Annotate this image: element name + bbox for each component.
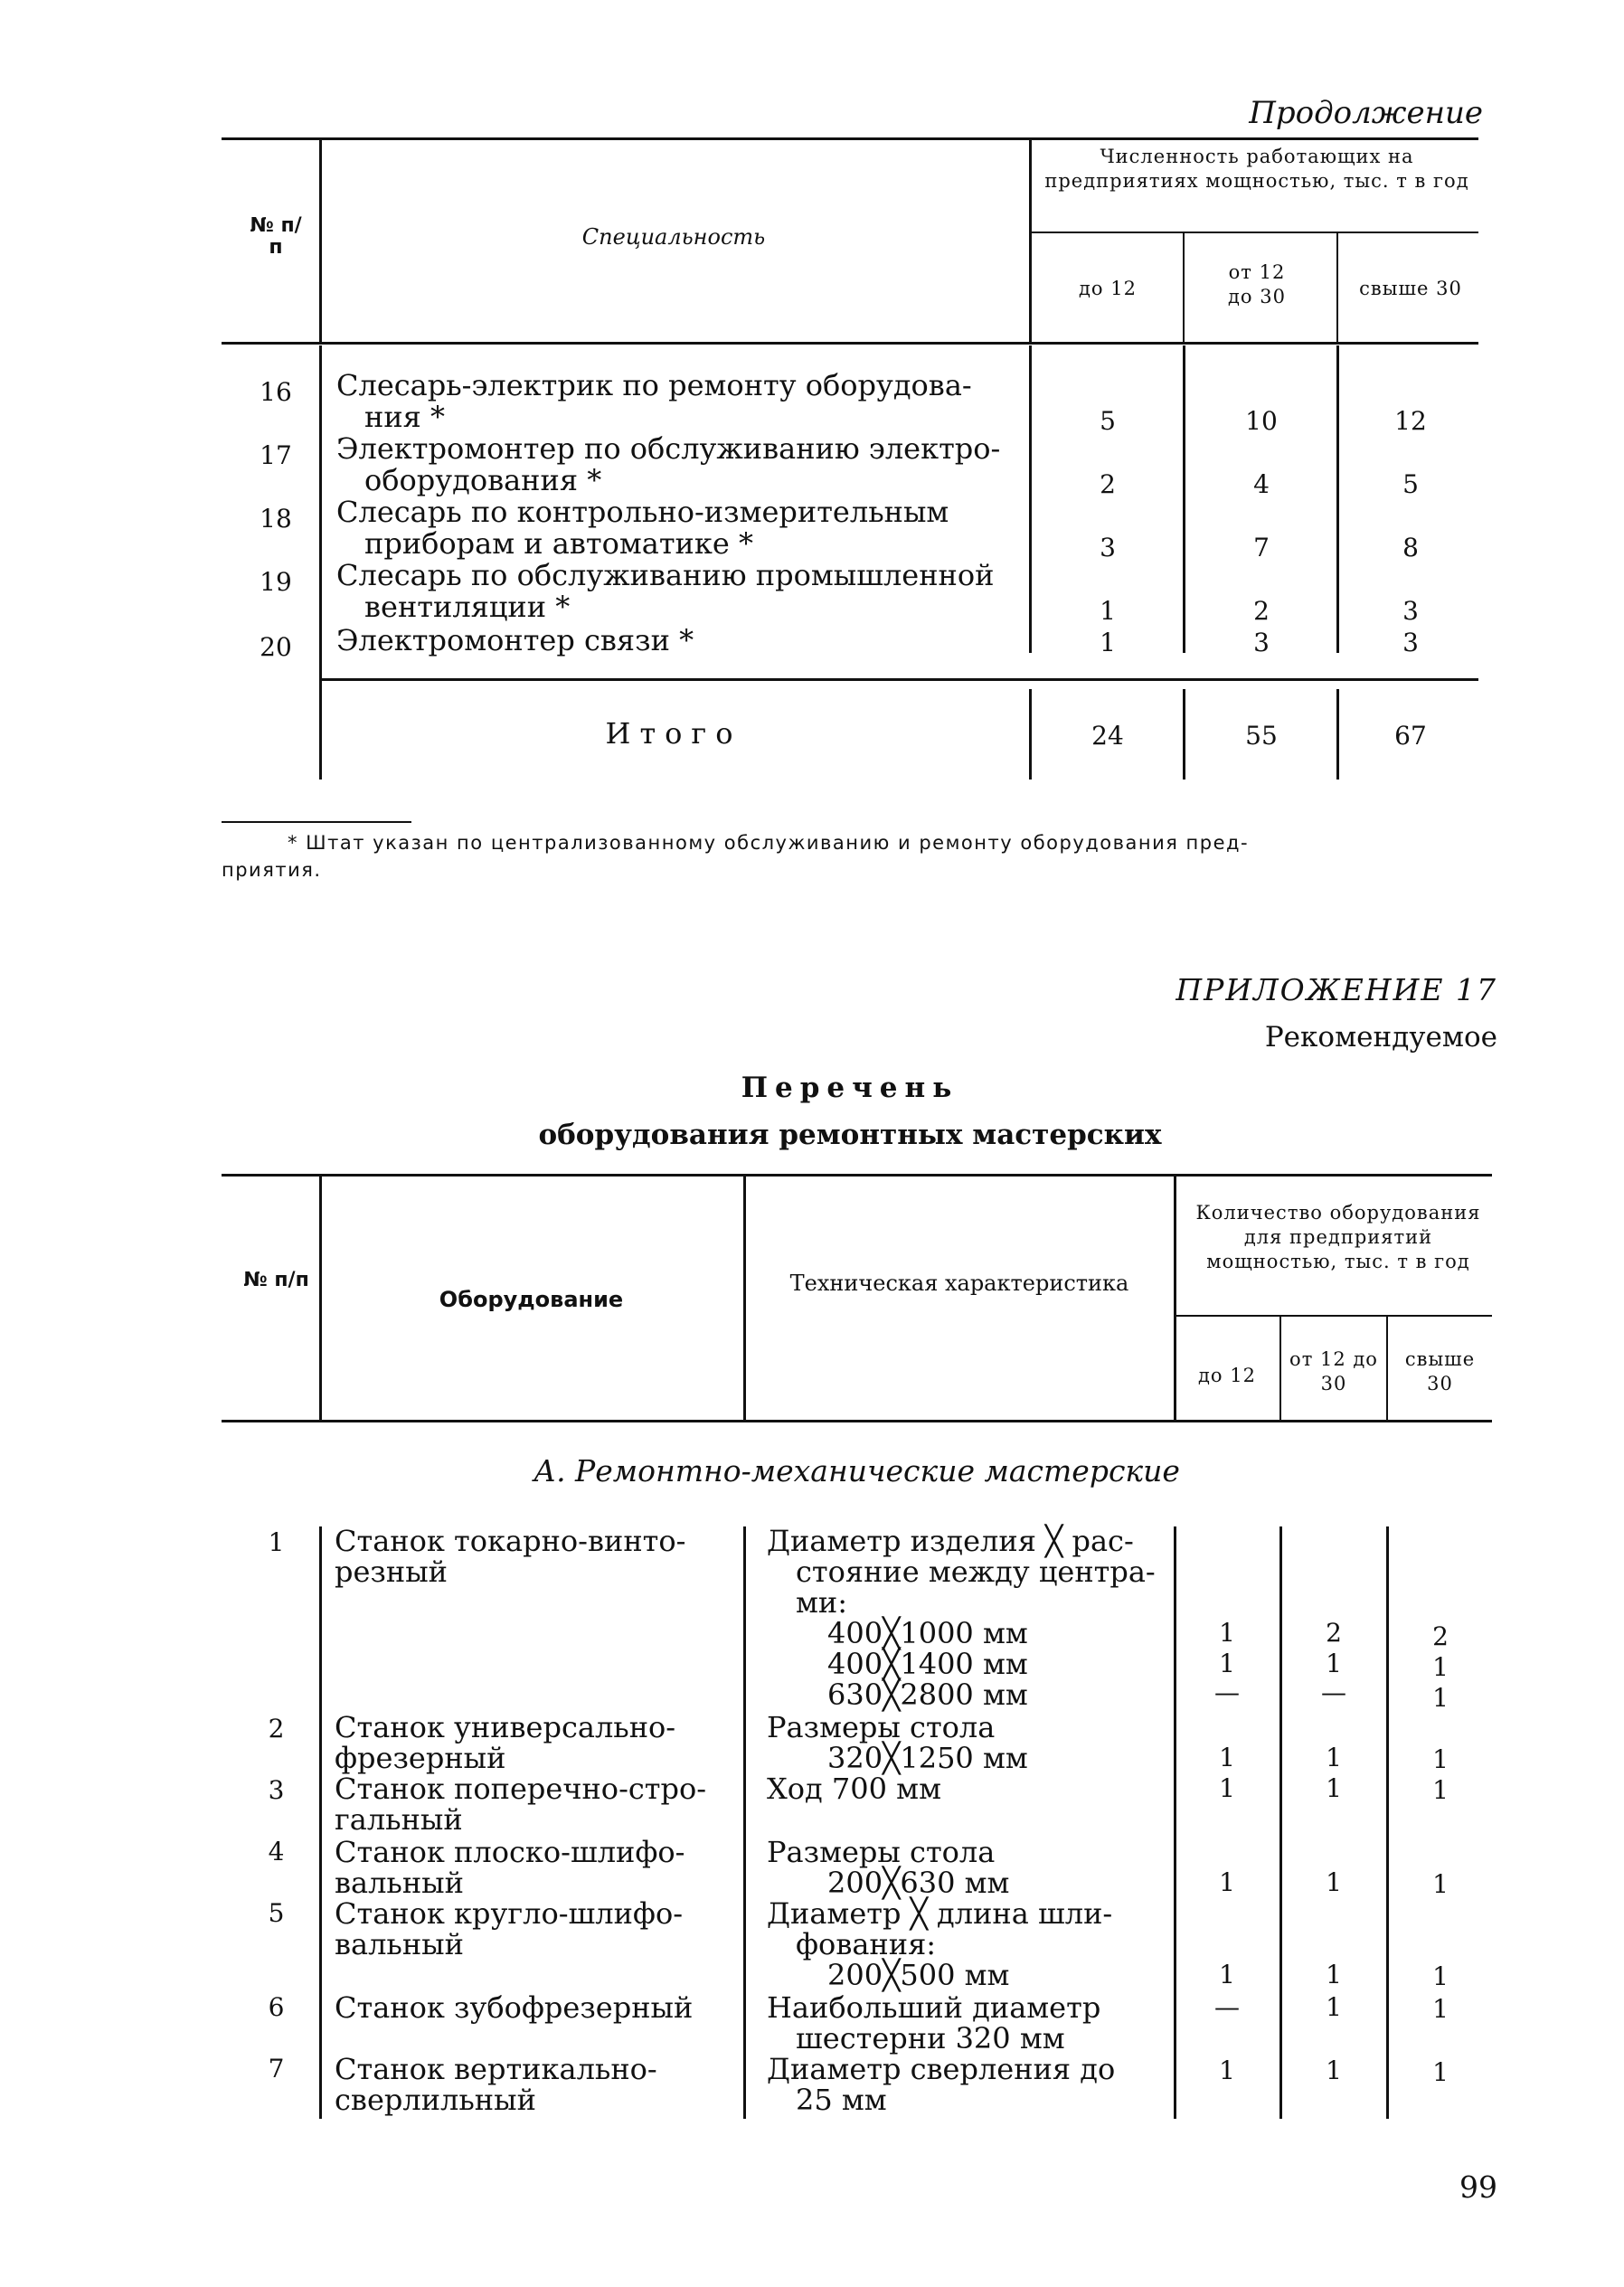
table2-header-num: № п/п xyxy=(243,1269,309,1291)
row-equipment: Станок поперечно-стро- xyxy=(335,1772,707,1806)
row-specialty: Слесарь по обслуживанию промышленной xyxy=(336,558,995,592)
table1-total-label: Итого xyxy=(605,716,742,751)
row-value-col2: 10 xyxy=(1245,406,1278,436)
list-subheading: оборудования ремонтных мастерских xyxy=(538,1119,1162,1151)
row-value-col3: 1 xyxy=(1432,1961,1449,1991)
row-value-col1: 3 xyxy=(1100,533,1116,562)
table1-header-col1: до 12 xyxy=(1079,278,1137,299)
row-spec: 25 мм xyxy=(796,2083,887,2117)
row-value-col2: 1 xyxy=(1326,1960,1342,1989)
row-value-col3: 1 xyxy=(1432,1775,1449,1805)
row-spec: Диаметр сверления до xyxy=(767,2052,1116,2086)
row-value-col1: 1 xyxy=(1100,628,1116,657)
row-value-col3: 1 xyxy=(1432,1869,1449,1899)
row-spec: 200╳500 мм xyxy=(827,1958,1010,1992)
section-a-title: А. Ремонтно-механические мастерские xyxy=(533,1453,1180,1488)
row-spec: 630╳2800 мм xyxy=(827,1677,1028,1712)
row-number: 3 xyxy=(268,1775,285,1805)
row-equipment-cont: вальный xyxy=(335,1866,464,1900)
row-specialty-cont: ния * xyxy=(364,400,446,434)
row-equipment: Станок кругло-шлифо- xyxy=(335,1896,684,1931)
row-value-col3: 3 xyxy=(1402,596,1419,626)
row-specialty-cont: приборам и автоматике * xyxy=(364,526,753,561)
row-value-col2: — xyxy=(1321,1677,1346,1707)
list-heading: Перечень xyxy=(741,1072,959,1104)
row-specialty-cont: оборудования * xyxy=(364,463,602,497)
row-equipment-cont: гальный xyxy=(335,1802,463,1837)
row-value-col3: 1 xyxy=(1432,1744,1449,1774)
footnote-line-1: * Штат указан по централизованному обслуживанию и ремонту оборудования пред- xyxy=(288,832,1250,854)
appendix-title: ПРИЛОЖЕНИЕ 17 xyxy=(1176,972,1497,1007)
row-spec: 400╳1000 мм xyxy=(827,1616,1028,1650)
row-spec: стояние между центра- xyxy=(796,1555,1156,1589)
table1-header-num: № п/п xyxy=(250,214,302,259)
total-value-col2: 55 xyxy=(1245,721,1278,751)
row-value-col2: 2 xyxy=(1326,1618,1342,1648)
row-specialty-cont: вентиляции * xyxy=(364,590,571,624)
row-value-col3: 8 xyxy=(1402,533,1419,562)
row-number: 4 xyxy=(268,1837,285,1866)
row-value-col1: 2 xyxy=(1100,469,1116,499)
row-value-col1: 1 xyxy=(1100,596,1116,626)
row-value-col3: 1 xyxy=(1432,1994,1449,2024)
row-value-col2: 1 xyxy=(1326,1867,1342,1897)
row-equipment-cont: фрезерный xyxy=(335,1741,506,1775)
row-spec: Диаметр изделия ╳ рас- xyxy=(767,1524,1134,1558)
table1-header-col2: от 12 до 30 xyxy=(1228,261,1286,307)
row-value-col2: 3 xyxy=(1253,628,1270,657)
table2-header-col3: свыше 30 xyxy=(1404,1348,1476,1394)
row-value-col2: 1 xyxy=(1326,1992,1342,2022)
row-value-col1: 1 xyxy=(1219,2055,1235,2085)
row-value-col2: 7 xyxy=(1253,533,1270,562)
row-value-col3: 3 xyxy=(1402,628,1419,657)
table2-header-spec: Техническая характеристика xyxy=(789,1271,1129,1296)
row-value-col2: 1 xyxy=(1326,1773,1342,1803)
row-value-col1: 1 xyxy=(1219,1649,1235,1678)
row-spec: 400╳1400 мм xyxy=(827,1647,1028,1681)
table1-header-group: Численность работающих на предприятиях мощностью, тыс. т в год xyxy=(1044,146,1469,192)
row-number: 17 xyxy=(260,440,292,470)
row-number: 18 xyxy=(260,504,292,534)
row-number: 7 xyxy=(268,2054,285,2084)
row-value-col1: 1 xyxy=(1219,1743,1235,1772)
row-spec: Размеры стола xyxy=(767,1835,996,1869)
continuation-label: Продолжение xyxy=(1249,95,1483,131)
row-equipment-cont: сверлильный xyxy=(335,2083,536,2117)
row-value-col2: 4 xyxy=(1253,469,1270,499)
page-number: 99 xyxy=(1459,2169,1497,2205)
row-value-col2: 1 xyxy=(1326,1649,1342,1678)
total-value-col1: 24 xyxy=(1091,721,1124,751)
row-value-col3: 2 xyxy=(1432,1621,1449,1651)
row-number: 20 xyxy=(260,632,292,662)
row-value-col2: 1 xyxy=(1326,2055,1342,2085)
table2-header-col1: до 12 xyxy=(1198,1365,1256,1386)
row-number: 5 xyxy=(268,1898,285,1928)
row-spec: 320╳1250 мм xyxy=(827,1741,1028,1775)
row-equipment: Станок вертикально- xyxy=(335,2052,657,2086)
row-equipment: Станок зубофрезерный xyxy=(335,1990,694,2025)
table2-header-equipment: Оборудование xyxy=(439,1287,624,1312)
table2-header-col2: от 12 до 30 xyxy=(1289,1348,1378,1394)
row-equipment: Станок токарно-винто- xyxy=(335,1524,686,1558)
row-spec: Ход 700 мм xyxy=(767,1772,941,1806)
row-number: 6 xyxy=(268,1992,285,2022)
row-specialty: Слесарь-электрик по ремонту оборудова- xyxy=(336,368,972,402)
appendix-subtitle: Рекомендуемое xyxy=(1264,1021,1497,1054)
row-spec: фования: xyxy=(796,1927,937,1961)
row-number: 16 xyxy=(260,377,292,407)
row-equipment: Станок универсально- xyxy=(335,1710,676,1744)
table2-header-group: Количество оборудования для предприятий мощностью, тыс. т в год xyxy=(1195,1202,1481,1272)
total-value-col3: 67 xyxy=(1394,721,1427,751)
row-value-col3: 1 xyxy=(1432,1683,1449,1713)
row-specialty: Электромонтер связи * xyxy=(336,623,694,657)
row-value-col1: 1 xyxy=(1219,1618,1235,1648)
row-value-col3: 12 xyxy=(1394,406,1427,436)
row-spec: 200╳630 мм xyxy=(827,1866,1010,1900)
row-value-col1: 1 xyxy=(1219,1960,1235,1989)
row-equipment: Станок плоско-шлифо- xyxy=(335,1835,685,1869)
row-value-col1: 1 xyxy=(1219,1773,1235,1803)
row-number: 2 xyxy=(268,1714,285,1744)
row-specialty: Слесарь по контрольно-измерительным xyxy=(336,495,949,529)
row-specialty: Электромонтер по обслуживанию электро- xyxy=(336,431,1001,466)
row-value-col2: 2 xyxy=(1253,596,1270,626)
table1-header-specialty: Специальность xyxy=(581,224,766,250)
row-value-col2: 1 xyxy=(1326,1743,1342,1772)
row-value-col3: 1 xyxy=(1432,2057,1449,2087)
row-spec: ми: xyxy=(796,1585,847,1620)
row-value-col1: 5 xyxy=(1100,406,1116,436)
row-spec: Наибольший диаметр xyxy=(767,1990,1101,2025)
row-number: 1 xyxy=(268,1527,285,1557)
row-value-col1: — xyxy=(1214,1677,1240,1707)
row-number: 19 xyxy=(260,567,292,597)
footnote-line-2: приятия. xyxy=(222,859,322,881)
row-spec: Диаметр ╳ длина шли- xyxy=(767,1896,1113,1931)
row-value-col1: 1 xyxy=(1219,1867,1235,1897)
row-equipment-cont: вальный xyxy=(335,1927,464,1961)
row-spec: Размеры стола xyxy=(767,1710,996,1744)
row-equipment-cont: резный xyxy=(335,1555,448,1589)
row-value-col3: 1 xyxy=(1432,1652,1449,1682)
row-spec: шестерни 320 мм xyxy=(796,2021,1065,2055)
row-value-col3: 5 xyxy=(1402,469,1419,499)
table1-header-col3: свыше 30 xyxy=(1359,278,1462,299)
row-value-col1: — xyxy=(1214,1992,1240,2022)
